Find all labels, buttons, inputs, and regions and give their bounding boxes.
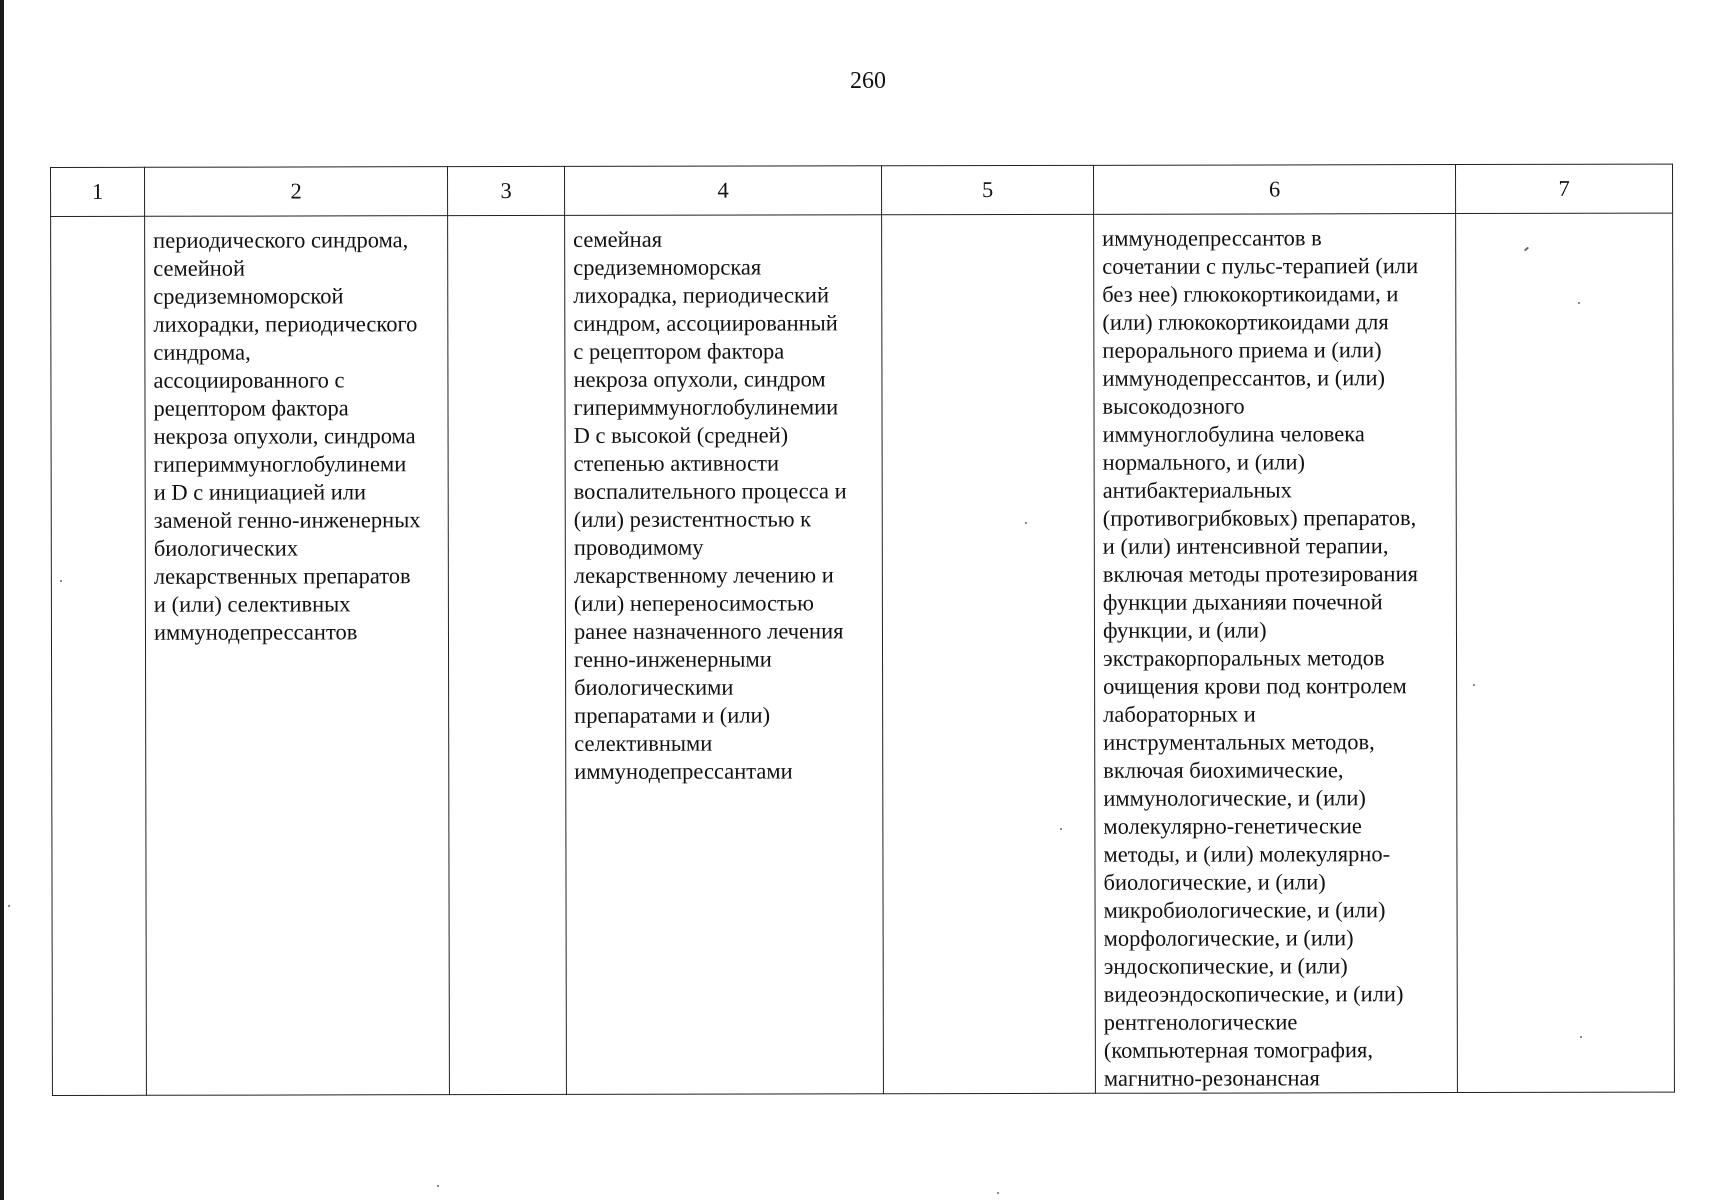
cell-text-col-3	[448, 216, 564, 226]
cell-text-col-6: иммунодепрессантов в сочетании с пульс-терапией (или без нее) глюкокортикоидами, и (или) глюкокортикоидами для перорального приема и (или) иммунодепрессантов, и (или) высокодозного иммуноглобулина человека нормального, и (или) антибактериальных (противогрибковых) препаратов, и (или) интенсивной терапии, включая методы протезирования функции дыханияи почечной функции, и (или) экстракорпоральных методов очищения крови под контролем лабораторных и инструментальных методов, включая биохимические, иммунологические, и (или) молекулярно-генетические методы, и (или) молекулярно- биологические, и (или) микробиологические, и (или) морфологические, и (или) эндоскопические, и (или) видеоэндоскопические, и (или) рентгенологические (компьютерная томография, магнитно-резонансная	[1102, 225, 1419, 1091]
column-header-7: 7	[1455, 164, 1672, 213]
scan-speck	[1578, 302, 1580, 304]
column-header-6: 6	[1093, 165, 1455, 215]
cell-col-4	[565, 215, 884, 1095]
cell-text-col-2: периодического синдрома, семейной средиземноморской лихорадки, периодического синдрома, ассоциированного с рецептором фактора некроза опухоли, синдрома гипериммуноглобулинеми и D с инициацией или заменой генно-инженерных биологических лекарственных препаратов и (или) селективных иммунодепрессантов	[153, 227, 421, 645]
scan-speck	[8, 905, 10, 907]
column-header-1: 1	[51, 167, 145, 216]
column-header-4: 4	[564, 166, 881, 216]
cell-col-1	[51, 216, 147, 1095]
scan-speck	[60, 580, 62, 582]
scan-speck	[1580, 1036, 1582, 1038]
cell-col-2	[145, 216, 450, 1096]
column-header-2: 2	[145, 167, 448, 217]
scan-speck	[1025, 522, 1027, 524]
column-header-3: 3	[448, 166, 565, 215]
column-header-5: 5	[881, 165, 1093, 214]
cell-text-col-5	[882, 215, 1093, 225]
cell-text-col-1	[51, 217, 144, 227]
cell-text-col-4: семейная средиземноморская лихорадка, периодический синдром, ассоциированный с рецептором фактора некроза опухоли, синдром гипериммуноглобулинемии D с высокой (средней) степенью активности воспалительного процесса и (или) резистентностью к проводимому лекарственному лечению и (или) непереносимостью ранее назначенного лечения генно-инженерными биологическими препаратами и (или) селективными иммунодепрессантами	[573, 226, 847, 784]
table-row	[51, 213, 1675, 1095]
scan-speck	[1473, 684, 1475, 686]
document-table	[50, 164, 1675, 1096]
cell-col-3	[448, 215, 567, 1094]
cell-col-5	[882, 214, 1096, 1093]
cell-text-col-7	[1456, 214, 1672, 224]
cell-col-6	[1094, 214, 1458, 1094]
header-row	[51, 164, 1673, 216]
scan-speck	[997, 1192, 999, 1194]
scan-speck	[1060, 828, 1062, 830]
scan-left-edge	[0, 0, 4, 1200]
scan-speck	[437, 1185, 439, 1187]
page-number: 260	[850, 68, 886, 94]
cell-col-7	[1456, 213, 1675, 1092]
